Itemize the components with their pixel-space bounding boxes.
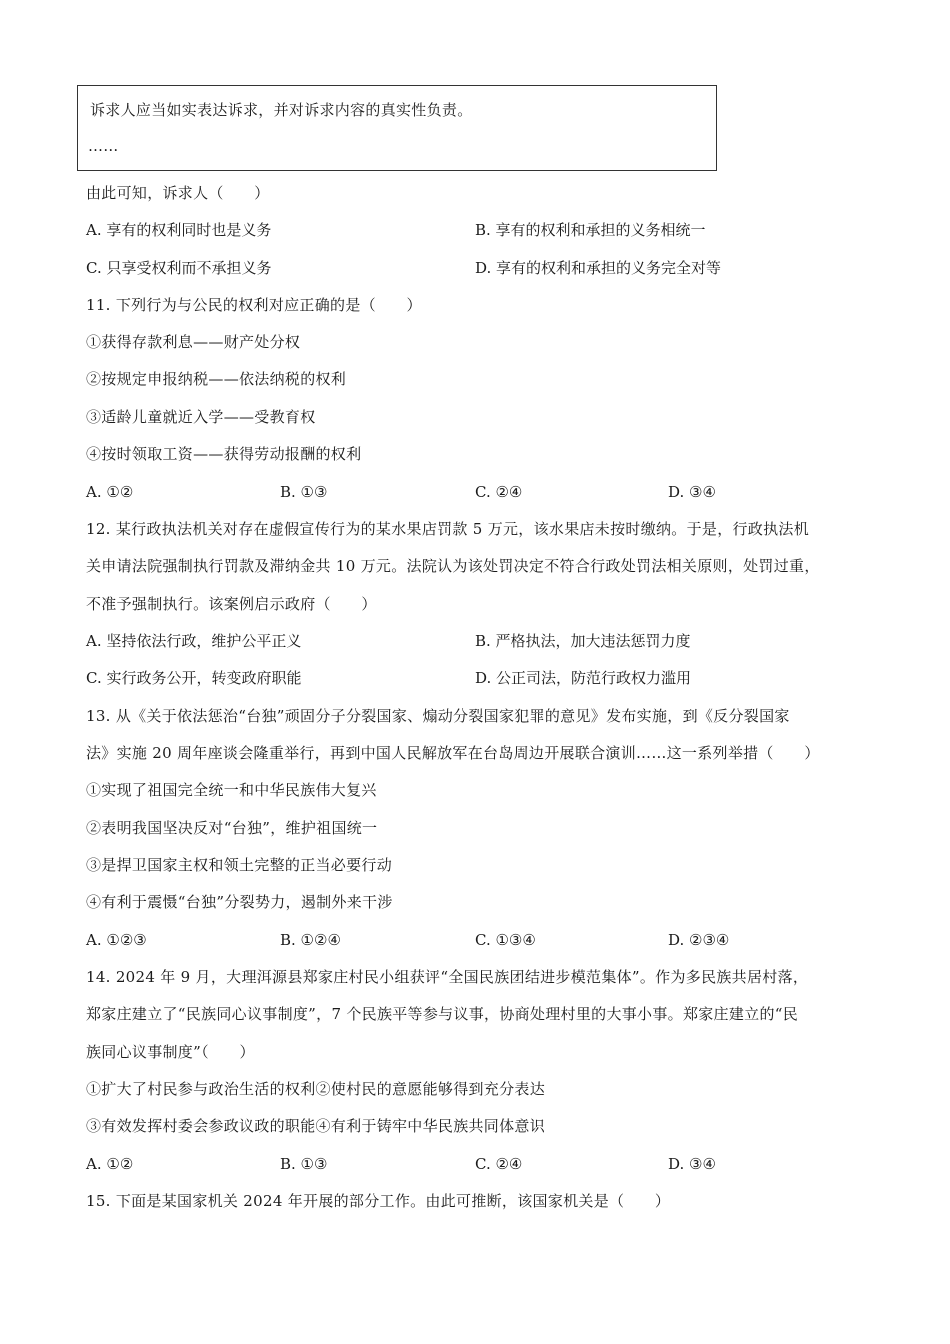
q15-stem: 15. 下面是某国家机关 2024 年开展的部分工作。由此可推断，该国家机关是（ ）	[86, 1192, 671, 1210]
q13-option-d: D. ②③④	[668, 931, 730, 949]
q11-item-4: ④按时领取工资——获得劳动报酬的权利	[86, 445, 362, 463]
q10-option-c: C. 只享受权利而不承担义务	[86, 259, 272, 277]
q11-option-a: A. ①②	[86, 483, 134, 501]
q12-option-a: A. 坚持依法行政，维护公平正义	[86, 632, 302, 650]
q12-stem-line-2: 关申请法院强制执行罚款及滞纳金共 10 万元。法院认为该处罚决定不符合行政处罚法相关原则，处罚过重，	[86, 557, 820, 575]
q10-option-d: D. 享有的权利和承担的义务完全对等	[475, 259, 722, 277]
q11-stem: 11. 下列行为与公民的权利对应正确的是（ ）	[86, 296, 422, 314]
q11-item-1: ①获得存款利息——财产处分权	[86, 333, 301, 351]
q12-stem-line-1: 12. 某行政执法机关对存在虚假宣传行为的某水果店罚款 5 万元，该水果店未按时缴纳。于是，行政执法机	[86, 520, 810, 538]
q13-option-c: C. ①③④	[475, 931, 536, 949]
q11-option-c: C. ②④	[475, 483, 523, 501]
q10-option-b: B. 享有的权利和承担的义务相统一	[475, 221, 706, 239]
q13-option-a: A. ①②③	[86, 931, 147, 949]
q11-item-2: ②按规定申报纳税——依法纳税的权利	[86, 370, 347, 388]
q13-stem-line-2: 法》实施 20 周年座谈会隆重举行，再到中国人民解放军在台岛周边开展联合演训……这一系列举措（ ）	[86, 744, 820, 762]
q14-item-line-2: ③有效发挥村委会参政议政的职能④有利于铸牢中华民族共同体意识	[86, 1117, 546, 1135]
q12-option-b: B. 严格执法，加大违法惩罚力度	[475, 632, 691, 650]
q14-option-c: C. ②④	[475, 1155, 523, 1173]
q13-item-1: ①实现了祖国完全统一和中华民族伟大复兴	[86, 781, 377, 799]
q14-stem-line-1: 14. 2024 年 9 月，大理洱源县郑家庄村民小组获评“全国民族团结进步模范集体”。作为多民族共居村落，	[86, 968, 809, 986]
q11-option-d: D. ③④	[668, 483, 716, 501]
q14-option-a: A. ①②	[86, 1155, 134, 1173]
q14-option-d: D. ③④	[668, 1155, 716, 1173]
material-box	[77, 85, 717, 171]
q10-stem: 由此可知，诉求人（ ）	[86, 184, 270, 202]
q11-option-b: B. ①③	[280, 483, 328, 501]
q14-item-line-1: ①扩大了村民参与政治生活的权利②使村民的意愿能够得到充分表达	[86, 1080, 546, 1098]
q13-item-3: ③是捍卫国家主权和领土完整的正当必要行动	[86, 856, 393, 874]
q12-option-d: D. 公正司法，防范行政权力滥用	[475, 669, 692, 687]
q12-option-c: C. 实行政务公开，转变政府职能	[86, 669, 302, 687]
q10-option-a: A. 享有的权利同时也是义务	[86, 221, 272, 239]
q13-item-4: ④有利于震慑“台独”分裂势力，遏制外来干涉	[86, 893, 393, 911]
q14-stem-line-2: 郑家庄建立了“民族同心议事制度”，7 个民族平等参与议事，协商处理村里的大事小事。郑家庄建立的“民	[86, 1005, 799, 1023]
q13-stem-line-1: 13. 从《关于依法惩治“台独”顽固分子分裂国家、煽动分裂国家犯罪的意见》发布实施，到《反分裂国家	[86, 707, 790, 725]
q12-stem-line-3: 不准予强制执行。该案例启示政府（ ）	[86, 595, 377, 613]
q14-option-b: B. ①③	[280, 1155, 328, 1173]
q11-item-3: ③适龄儿童就近入学——受教育权	[86, 408, 316, 426]
material-ellipsis: ……	[88, 137, 119, 155]
material-line-1: 诉求人应当如实表达诉求，并对诉求内容的真实性负责。	[90, 101, 473, 119]
q13-option-b: B. ①②④	[280, 931, 341, 949]
q14-stem-line-3: 族同心议事制度”（ ）	[86, 1043, 255, 1061]
q13-item-2: ②表明我国坚决反对“台独”，维护祖国统一	[86, 819, 378, 837]
